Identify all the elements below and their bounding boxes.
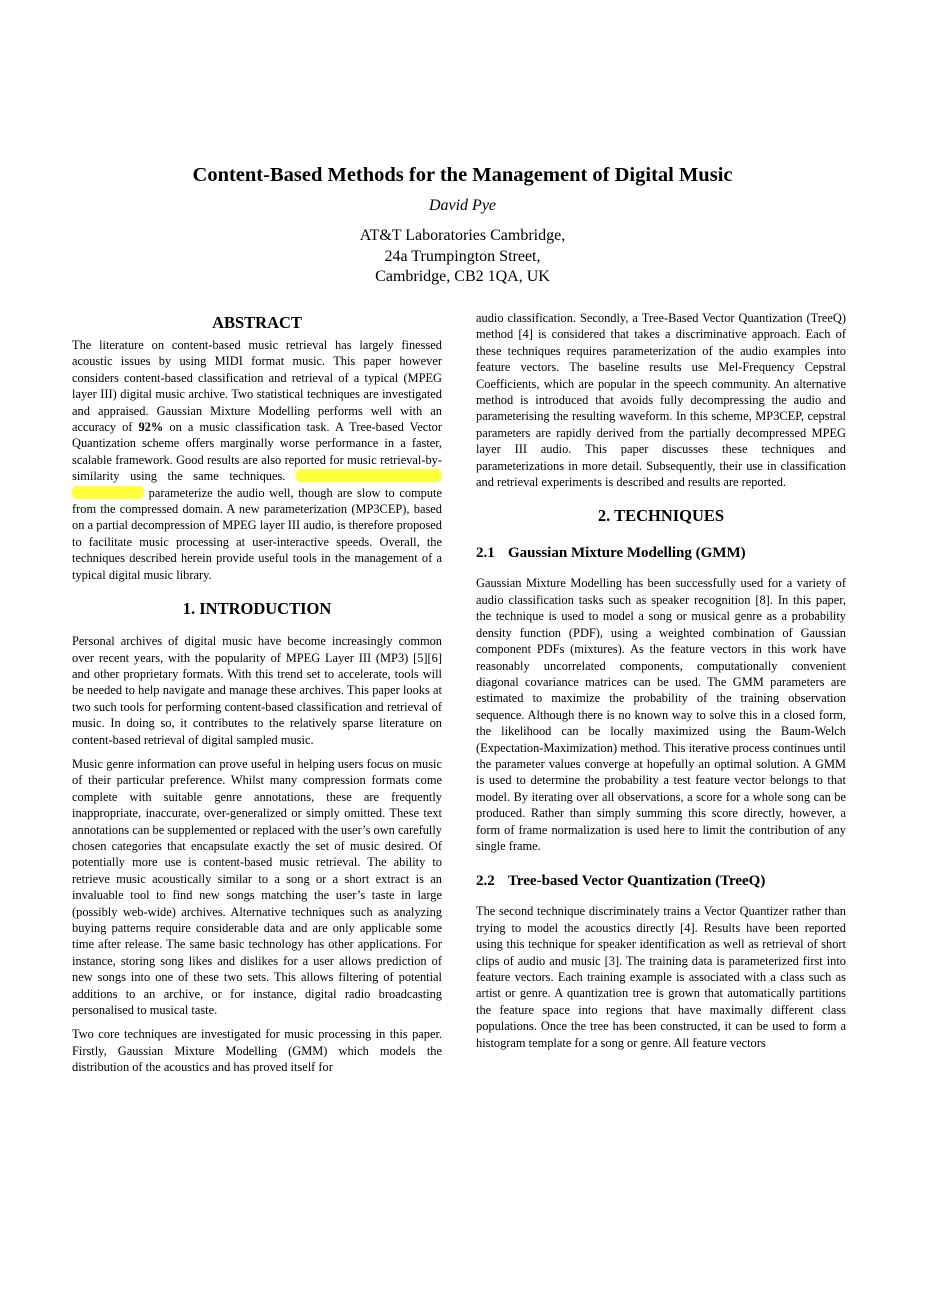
abstract-text: on a music classification task. A Tree-based Vector Quantization scheme offers marginally worse performance in a faster, scalable framework. Good results are also reported for music retrieval-by-similarity using the same techniques. (72, 420, 442, 484)
section-number: 2.2 (476, 873, 495, 890)
abstract-text: The literature on content-based music retrieval has largely finessed acoustic issues by using MIDI format music. This paper however considers content-based classification and retrieval of a typical (MPEG layer III) digital music archive. Two statistical techniques are investigated and appraised. Gaussian Mixture Modelling performs well with an accuracy of (72, 338, 442, 435)
left-column (72, 310, 442, 1084)
treeq-paragraph: The second technique discriminately trains a Vector Quantizer rather than trying to model the acoustics directly [4]. Results have been reported using this technique for speaker identification as well as retrieval of short clips of audio and music [3]. The training data is parameterized first into feature vectors. Each training example is associated with a class such as artist or genre. A quantization tree is grown that automatically partitions the feature space into regions that have maximally different class populations. Once the tree has been constructed, it can be used to form a histogram template for a song or genre. All feature vectors (476, 904, 846, 1050)
abstract-heading: ABSTRACT (212, 313, 302, 332)
treeq-heading (476, 872, 846, 891)
author-name: David Pye (428, 197, 497, 214)
paper-title: Content-Based Methods for the Management of Digital Music (192, 164, 733, 186)
accuracy-value: 92% (138, 420, 164, 435)
section-number: 2.1 (476, 545, 495, 562)
intro-paragraph: Personal archives of digital music have become increasingly common over recent years, with the popularity of MPEG Layer III (MP3) [5][6] and other proprietary formats. With this trend set to accelerate, tools will be needed to help navigate and manage these archives. This paper looks at two such tools for performing content-based classification and retrieval of music. In doing so, it contributes to the relatively sparse literature on content-based retrieval of digital sampled music. (72, 634, 442, 747)
techniques-heading: 2. TECHNIQUES (597, 506, 725, 526)
right-column (476, 310, 846, 1059)
abstract-paragraph (72, 337, 442, 583)
affiliation-line: AT&T Laboratories Cambridge, (359, 227, 566, 244)
introduction-heading: 1. INTRODUCTION (182, 599, 332, 619)
affiliation-line: 24a Trumpington Street, (384, 247, 541, 265)
intro-paragraph: Music genre information can prove useful in helping users focus on music of their particular preference. Whilst many compression formats come complete with suitable genre annotations, these are frequently inappropriate, inaccurate, over-generalized or simply omitted. These text annotations can be supplemented or replaced with the user’s own carefully chosen categories that encapsulate exactly the set of music desired. Of potentially more use is content-based music retrieval. The ability to retrieve music acoustically similar to a song or a short extract is an invaluable tool to find new songs matching the user’s taste in large (possibly web-wide) archives. Alternative techniques such as analyzing buying patterns require considerable data and are only applicable some time after release. The same basic technology has other applications. For instance, storing song likes and dislikes for a user allows prediction of new songs into one of these two sets. This allows filtering of potential additions to an archive, or for instance, digital radio broadcasting personalised to musical taste. (72, 756, 442, 1018)
abstract-text: parameterize the audio well, though are slow to compute from the compressed domain. A new parameterization (MP3CEP), based on a partial decompression of MPEG layer III audio, is therefore proposed to facilitate music processing at user-interactive speeds. Overall, the techniques described herein provide useful tools in the management of a typical digital music library. (72, 485, 442, 582)
affiliation (0, 226, 925, 288)
gmm-paragraph: Gaussian Mixture Modelling has been successfully used for a variety of audio classification tasks such as speaker recognition [8]. In this paper, the technique is used to model a song or musical genre as a probability density function (PDF), using a weighted combination of Gaussian component PDFs (mixtures). As the feature vectors in this work have reasonably uncorrelated components, computationally convenient diagonal covariance matrices can be used. The GMM parameters are estimated to maximize the probability of the training observation sequence. Although there is no known way to solve this in a closed form, the likelihood can be locally maximized using the Baum-Welch (Expectation-Maximization) method. This iterative process continues until the parameter values converge at hopefully an optimal solution. A GMM is used to determine the probability a test feature vector belongs to that model. By iterating over all observations, a score for a whole song can be produced. Rather than simply summing this score directly, however, a form of frame normalization is used here to limit the contribution of any single frame. (476, 576, 846, 853)
gmm-heading (476, 544, 846, 563)
highlight-mark (296, 469, 442, 482)
intro-paragraph: Two core techniques are investigated for music processing in this paper. Firstly, Gaussian Mixture Modelling (GMM) which models the distribution of the acoustics and has proved itself for (72, 1027, 442, 1075)
intro-paragraph-continued: audio classification. Secondly, a Tree-Based Vector Quantization (TreeQ) method [4] is considered that takes a discriminative approach. Each of these techniques requires parameterization of the audio examples into feature vectors. The baseline results use Mel-Frequency Cepstral Coefficients, which are popular in the speech community. An alternative method is introduced that avoids fully decompressing the audio and parameterising the resulting waveform. In this scheme, MP3CEP, cepstral parameters are rapidly derived from the partially decompressed MPEG layer III audio. This paper discusses these techniques and parameterizations in more detail. Subsequently, their use in classification and retrieval experiments is described and results are reported. (476, 311, 846, 490)
affiliation-line: Cambridge, CB2 1QA, UK (375, 268, 550, 285)
section-title: Gaussian Mixture Modelling (GMM) (508, 545, 746, 562)
highlight-mark (72, 486, 144, 499)
section-title: Tree-based Vector Quantization (TreeQ) (508, 873, 766, 890)
